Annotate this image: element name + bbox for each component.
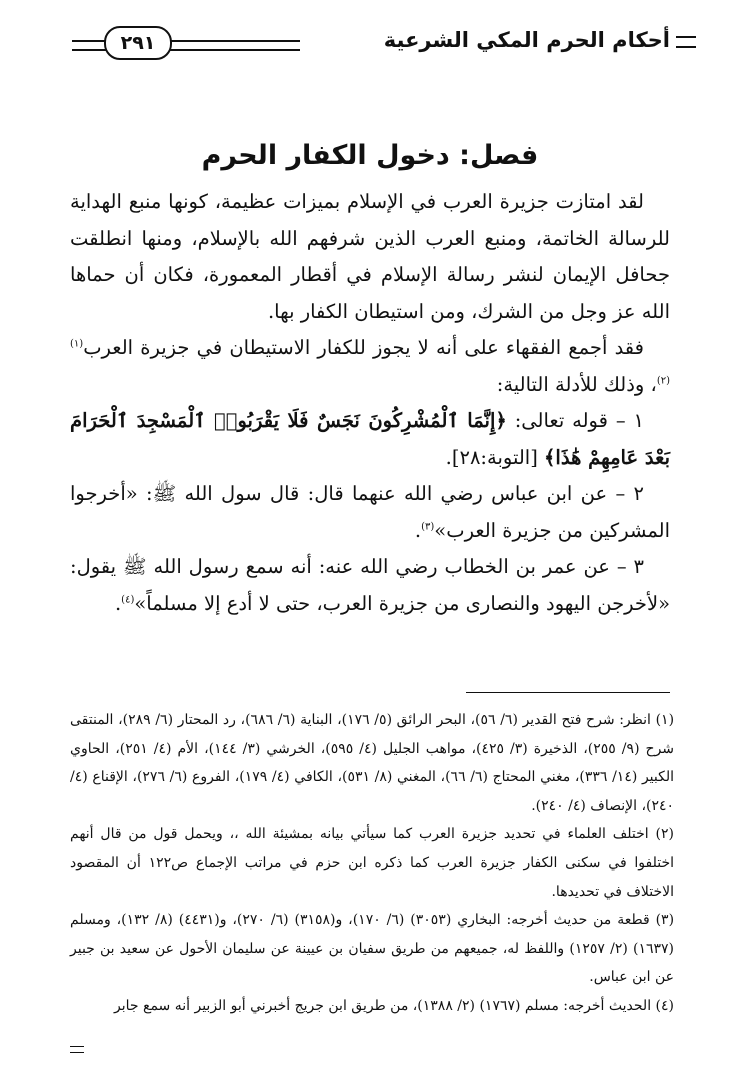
book-title: أحكام الحرم المكي الشرعية <box>383 28 670 52</box>
footnote-ref-4: (٤) <box>121 594 135 605</box>
evidence-2-text: ٢ – عن ابن عباس رضي الله عنهما قال: قال سول الله ﷺ: «أخرجوا المشركين من جزيرة العرب» <box>70 482 670 542</box>
page-header <box>0 0 740 80</box>
quran-verse: ﴿إِنَّمَا ٱلْمُشْرِكُونَ نَجَسٌ فَلَا يَقْرَبُوا۟ ٱلْمَسْجِدَ ٱلْحَرَامَ بَعْدَ عَامِهِمْ هَٰذَا﴾ <box>70 409 670 469</box>
evidence-1 <box>70 403 670 476</box>
section-label: فصل <box>469 140 539 171</box>
footnote-3: (٣) قطعة من حديث أخرجه: البخاري (٣٠٥٣) (٦/ ١٧٠)، و(٣١٥٨) (٦/ ٢٧٠)، و(٤٤٣١) (٨/ ١٣٢)، ومسلم (١٦٣٧) (٢/ ١٢٥٧) واللفظ له، جميعهم من طريق سفيان بن عيينة عن سليمان الأحول عن سعيد بن جبير عن ابن عباس. <box>70 912 675 986</box>
paragraph-consensus <box>70 330 670 403</box>
evidence-3 <box>70 549 670 622</box>
footnote-2: (٢) اختلف العلماء في تحديد جزيرة العرب كما سيأتي بيانه بمشيئة الله ،، ويحمل قول من قال أنهم اختلفوا في سكنى الكفار جزيرة العرب كما ذكره ابن حزم في مراتب الإجماع ص١٢٢ أن المقصود الاختلاف في تحديدها. <box>70 826 674 900</box>
consensus-tail: ، وذلك للأدلة التالية: <box>496 372 657 396</box>
evidence-3-text: ٣ – عن عمر بن الخطاب رضي الله عنه: أنه سمع رسول الله ﷺ يقول: «لأخرجن اليهود والنصارى من جزيرة العرب، حتى لا أدع إلا مسلماً» <box>70 555 670 615</box>
footnote-1: (١) انظر: شرح فتح القدير (٦/ ٥٦)، البحر الرائق (٥/ ١٧٦)، البناية (٦/ ٦٨٦)، رد المحتار (٦/ ٢٨٩)، المنتقى شرح (٩/ ٢٥٥)، الذخيرة (٣/ ٤٢٥)، مواهب الجليل (٤/ ٥٩٥)، الخرشي (٣/ ١٤٤)، الأم (٤/ ٢٥١)، الحاوي الكبير (١٤/ ٣٣٦)، مغني المحتاج (٦/ ٦٦)، المغني (٨/ ٥٣١)، الكافي (٤/ ١٧٩)، الفروع (٦/ ٢٧٦)، الإقناع (٤/ ٢٤٠)، الإنصاف (٤/ ٢٤٠). <box>70 712 675 814</box>
quran-reference: [التوبة:٢٨]. <box>445 445 544 469</box>
continuation-mark <box>70 1046 84 1053</box>
page-number: ٢٩١ <box>104 26 172 60</box>
footnotes <box>70 706 674 1021</box>
evidence-2 <box>70 476 670 549</box>
header-rule <box>165 40 300 51</box>
header-ornament-right <box>676 36 696 48</box>
main-text <box>70 184 670 622</box>
footnote-separator <box>466 692 670 693</box>
paragraph-intro: لقد امتازت جزيرة العرب في الإسلام بميزات عظيمة، كونها منبع الهداية للرسالة الخاتمة، ومنبع العرب الذين شرفهم الله بالإسلام، ومنها انطلقت جحافل الإيمان لنشر رسالة الإسلام في أقطار المعمورة، فكان أن حماها الله عز وجل من الشرك، ومن استيطان الكفار بها. <box>70 190 670 323</box>
evidence-1-prefix: ١ – قوله تعالى: <box>506 409 644 432</box>
footnote-ref-3: (٣) <box>421 521 435 532</box>
footnote-ref-1-2: (١)(٢) <box>70 338 670 386</box>
header-ornament-left <box>72 40 106 51</box>
section-heading <box>0 140 740 171</box>
evidence-3-tail: . <box>114 591 122 615</box>
section-title: دخول الكفار الحرم <box>201 140 450 171</box>
consensus-text: فقد أجمع الفقهاء على أنه لا يجوز للكفار الاستيطان في جزيرة العرب <box>83 336 644 359</box>
footnote-4: (٤) الحديث أخرجه: مسلم (١٧٦٧) (٢/ ١٣٨٨)، من طريق ابن جريج أخبرني أبو الزبير أنه سمع جابر <box>114 997 674 1014</box>
section-colon: : <box>449 140 470 171</box>
evidence-2-tail: . <box>414 518 422 542</box>
